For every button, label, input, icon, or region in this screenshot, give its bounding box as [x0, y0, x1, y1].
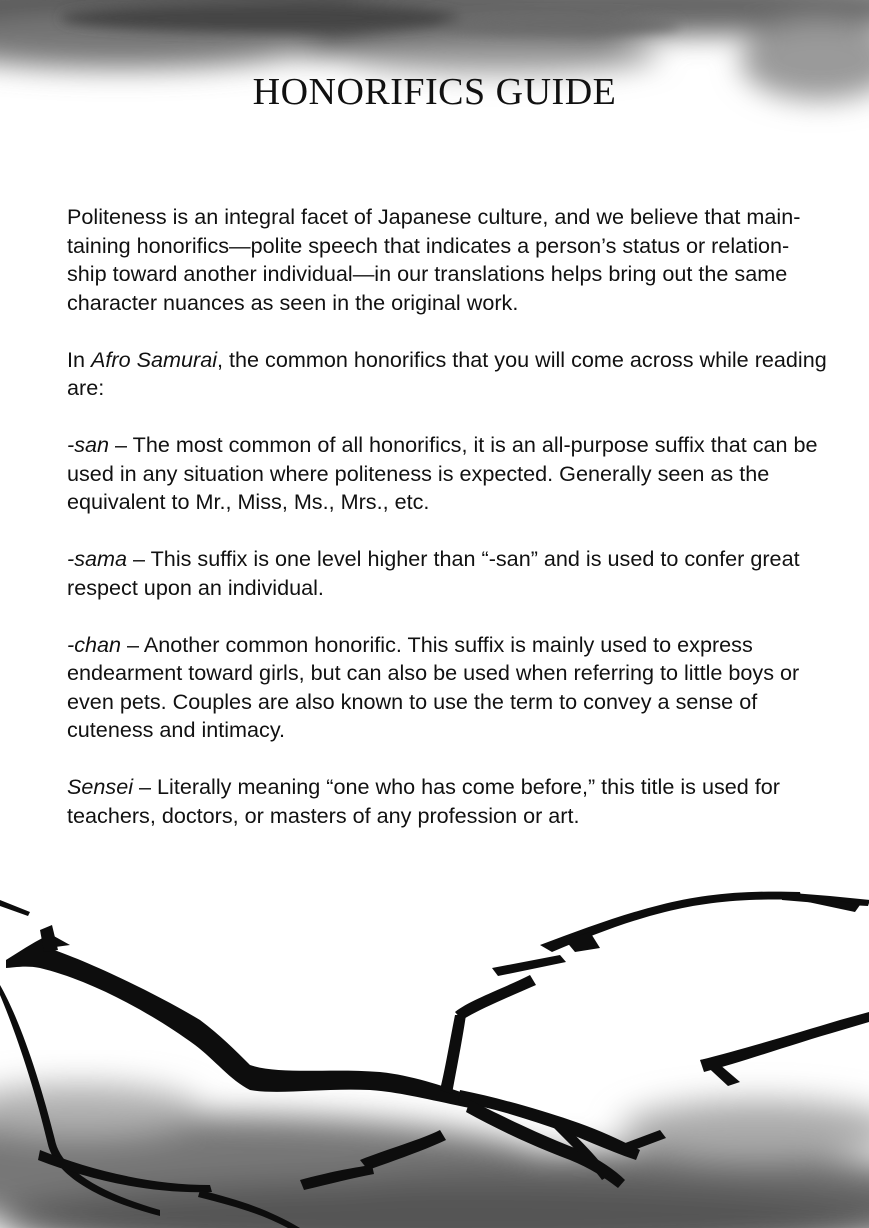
honorific-definition: – The most common of all honorifics, it is an all-purpose suffix that can be used in any situation where politeness is expected. Generally seen as the equivalent to Mr., Miss, Ms., Mrs., etc. — [67, 432, 818, 514]
honorific-entry-chan — [67, 631, 827, 745]
honorific-entry-sama — [67, 545, 827, 602]
page-title: HONORIFICS GUIDE — [252, 71, 617, 113]
honorific-term: -san — [67, 432, 110, 457]
honorific-entry-sensei — [67, 773, 827, 830]
honorific-definition: – Another common honorific. This suffix is mainly used to express endearment toward girls, but can also be used when referring to little boys or even pets. Couples are also known to use the term to convey a sense of cuteness and intimacy. — [67, 631, 800, 742]
intro-paragraph: Politeness is an integral facet of Japanese culture, and we believe that main-taining honorifics—polite speech that indicates a person’s status or relation-ship toward another individual—in our translations helps bring out the same character nuances as seen in the original work. — [67, 204, 801, 315]
honorific-term: -chan — [67, 631, 122, 657]
intro-text-after: , the common honorifics that you will come across while reading are: — [67, 346, 827, 400]
honorific-definition: – This suffix is one level higher than “-san” and is used to confer great respect upon an individual. — [67, 546, 800, 600]
body-text — [67, 203, 827, 859]
honorific-entry-san — [67, 431, 827, 517]
intro-paragraph-2 — [67, 346, 827, 403]
honorific-definition: – Literally meaning “one who has come before,” this title is used for teachers, doctors, or masters of any profession or art. — [67, 774, 780, 828]
brush-stroke-artwork — [0, 860, 869, 1228]
honorific-term: Sensei — [67, 774, 134, 799]
intro-text-before: In — [67, 346, 92, 372]
work-title: Afro Samurai — [91, 346, 218, 372]
honorific-term: -sama — [67, 546, 127, 571]
